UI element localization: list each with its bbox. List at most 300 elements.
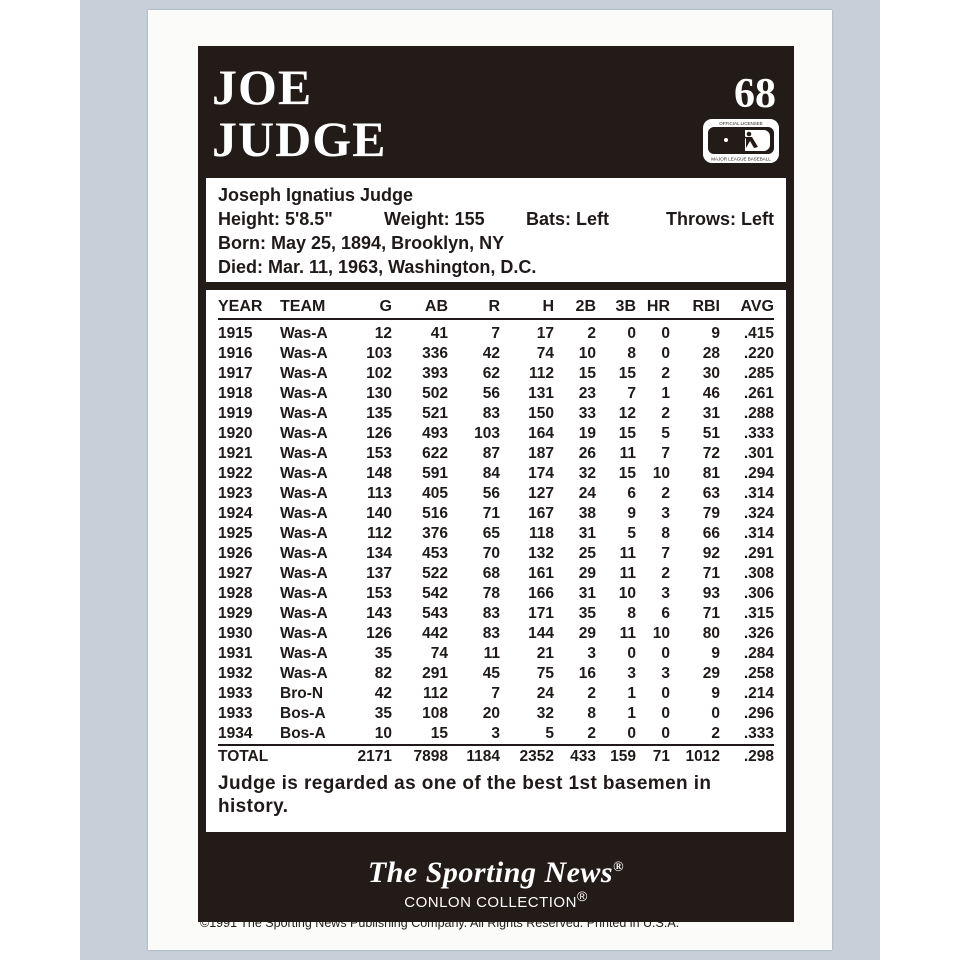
cell-year: 1918 [218,385,253,402]
cell-2b: 29 [578,625,596,642]
col-hr: HR [636,296,670,319]
cell-avg: .294 [743,465,774,482]
cell-avg: .214 [743,685,774,702]
cell-ab: 522 [422,565,448,582]
cell-ab: 493 [422,425,448,442]
cell-ab: 405 [422,485,448,502]
cell-avg: .415 [743,325,774,342]
cell-year: 1929 [218,605,253,622]
cell-3b: 1 [627,705,636,722]
stats-table [218,296,774,768]
cell-h: 17 [536,325,554,342]
cell-r: 56 [482,485,500,502]
cell-hr: 0 [661,645,670,662]
cell-g: 12 [374,325,392,342]
cell-avg: .285 [743,365,774,382]
stats-row [218,384,774,404]
cell-avg: .296 [743,705,774,722]
cell-ab: 74 [430,645,448,662]
stats-row [218,564,774,584]
cell-2b: 3 [587,645,596,662]
cell-3b: 0 [627,645,636,662]
cell-hr: 7 [661,545,670,562]
cell-team: Was-A [280,585,328,602]
cell-team: Was-A [280,545,328,562]
cell-h: 75 [536,665,554,682]
cell-r: 71 [482,505,500,522]
stats-row [218,444,774,464]
cell-team: Bos-A [280,725,326,742]
cell-hr: 0 [661,725,670,742]
cell-year: 1927 [218,565,253,582]
cell-team: Was-A [280,505,328,522]
cell-h: 171 [528,605,554,622]
cell-r: 7 [491,685,500,702]
stats-row [218,584,774,604]
cell-3b: 1 [627,685,636,702]
col-rbi: RBI [670,296,720,319]
cell-hr: 2 [661,365,670,382]
cell-avg: .261 [743,385,774,402]
cell-2b: 2 [587,325,596,342]
player-first-name: JOE [212,59,313,115]
cell-r: 70 [482,545,500,562]
stats-row [218,504,774,524]
career-note: Judge is regarded as one of the best 1st basemen in history. [218,773,712,817]
born: Born: May 25, 1894, Brooklyn, NY [218,233,505,253]
cell-h: 174 [528,465,554,482]
stats-row [218,604,774,624]
cell-year: 1916 [218,345,253,362]
cell-rbi: 71 [702,605,720,622]
cell-team: Was-A [280,385,328,402]
cell-ab: 291 [422,665,448,682]
stats-row [218,724,774,745]
cell-r: 11 [483,645,500,662]
cell-r: 83 [482,625,500,642]
cell-rbi: 9 [711,325,720,342]
cell-avg: .333 [743,725,774,742]
cell-ab: 622 [422,445,448,462]
stats-row [218,344,774,364]
brand-subtitle: CONLON COLLECTION [404,894,577,911]
cell-year: 1919 [218,405,253,422]
bio-section [206,178,786,282]
stats-header-row [218,296,774,319]
card-number: 68 [734,71,776,117]
cell-h: 24 [536,685,554,702]
brand-title: The Sporting News [367,856,614,889]
weight: Weight: 155 [384,209,485,229]
col-2b: 2B [554,296,596,319]
cell-g: 135 [366,405,392,422]
cell-2b: 24 [578,485,596,502]
cell-team: Was-A [280,525,328,542]
cell-year: 1928 [218,585,253,602]
cell-ab: 393 [422,365,448,382]
cell-ab: 376 [422,525,448,542]
stats-row [218,424,774,444]
cell-rbi: 72 [702,445,720,462]
total-hr: 71 [636,745,670,768]
cell-year: 1933 [218,705,253,722]
cell-rbi: 63 [702,485,720,502]
cell-team: Bos-A [280,705,326,722]
stats-section [206,290,786,832]
cell-avg: .333 [743,425,774,442]
cell-2b: 25 [578,545,596,562]
cell-rbi: 66 [702,525,720,542]
cell-rbi: 46 [702,385,720,402]
cell-year: 1933 [218,685,253,702]
cell-hr: 2 [661,565,670,582]
cell-h: 118 [528,525,554,542]
cell-h: 131 [528,385,554,402]
cell-rbi: 51 [702,425,720,442]
cell-avg: .326 [743,625,774,642]
cell-h: 187 [528,445,554,462]
cell-avg: .314 [743,485,774,502]
stats-row [218,664,774,684]
stats-row [218,364,774,384]
cell-hr: 5 [661,425,670,442]
cell-h: 144 [528,625,554,642]
cell-g: 137 [366,565,392,582]
cell-rbi: 92 [702,545,720,562]
cell-team: Was-A [280,625,328,642]
cell-2b: 10 [578,345,596,362]
col-r: R [448,296,500,319]
cell-g: 102 [366,365,392,382]
cell-year: 1932 [218,665,253,682]
cell-rbi: 29 [702,665,720,682]
cell-hr: 2 [661,405,670,422]
cell-year: 1925 [218,525,253,542]
cell-h: 32 [536,705,554,722]
cell-rbi: 0 [711,705,720,722]
cell-team: Was-A [280,345,328,362]
cell-ab: 502 [422,385,448,402]
cell-h: 164 [528,425,554,442]
cell-2b: 33 [578,405,596,422]
player-last-name: JUDGE [212,111,387,167]
cell-g: 82 [374,665,392,682]
stats-row [218,684,774,704]
cell-g: 113 [366,485,392,502]
stats-row [218,404,774,424]
cell-3b: 10 [618,585,636,602]
cell-h: 150 [528,405,554,422]
cell-r: 83 [482,605,500,622]
total-3b: 159 [596,745,636,768]
cell-rbi: 80 [702,625,720,642]
cell-r: 103 [474,425,500,442]
cell-rbi: 28 [702,345,720,362]
col-h: H [500,296,554,319]
full-name: Joseph Ignatius Judge [218,185,414,205]
cell-h: 5 [545,725,554,742]
cell-r: 3 [491,725,500,742]
col-team: TEAM [280,296,342,319]
stats-row [218,624,774,644]
cell-r: 83 [482,405,500,422]
bats: Bats: Left [526,209,610,229]
cell-r: 7 [491,325,500,342]
cell-ab: 336 [422,345,448,362]
cell-2b: 19 [578,425,596,442]
cell-ab: 516 [422,505,448,522]
cell-year: 1920 [218,425,253,442]
cell-year: 1926 [218,545,253,562]
cell-team: Was-A [280,365,328,382]
cell-ab: 453 [422,545,448,562]
cell-year: 1922 [218,465,253,482]
stats-row [218,524,774,544]
logo-text-bottom: MAJOR LEAGUE BASEBALL [711,156,771,162]
cell-hr: 8 [661,525,670,542]
cell-3b: 11 [619,445,636,462]
cell-r: 87 [482,445,500,462]
copyright-line: ©1991 The Sporting News Publishing Company. All Rights Reserved. Printed in U.S.A. [200,916,680,930]
cell-team: Was-A [280,565,328,582]
col-3b: 3B [596,296,636,319]
cell-avg: .291 [743,545,774,562]
cell-2b: 38 [578,505,596,522]
cell-avg: .308 [743,565,774,582]
cell-2b: 26 [578,445,596,462]
cell-year: 1915 [218,325,253,342]
cell-year: 1917 [218,365,253,382]
cell-avg: .314 [743,525,774,542]
cell-g: 140 [366,505,392,522]
cell-r: 42 [482,345,500,362]
cell-r: 20 [482,705,500,722]
registered-mark: ® [613,860,625,875]
cell-ab: 108 [422,705,448,722]
logo-text-top: OFFICIAL LICENSEE [719,121,763,126]
cell-hr: 10 [652,465,670,482]
cell-team: Was-A [280,325,328,342]
cell-h: 21 [536,645,554,662]
cell-ab: 521 [422,405,448,422]
cell-hr: 2 [661,485,670,502]
cell-ab: 542 [422,585,448,602]
cell-g: 10 [374,725,392,742]
brand-block [198,856,794,911]
cell-year: 1934 [218,725,253,742]
cell-r: 84 [482,465,500,482]
cell-hr: 0 [661,325,670,342]
cell-3b: 8 [627,345,636,362]
cell-year: 1924 [218,505,253,522]
cell-year: 1921 [218,445,253,462]
cell-3b: 8 [627,605,636,622]
cell-rbi: 9 [711,685,720,702]
cell-g: 153 [366,585,392,602]
cell-2b: 8 [587,705,596,722]
cell-g: 143 [366,605,392,622]
card-panel [198,46,794,922]
cell-ab: 543 [422,605,448,622]
cell-team: Was-A [280,405,328,422]
cell-avg: .315 [743,605,774,622]
cell-team: Was-A [280,425,328,442]
cell-avg: .258 [743,665,774,682]
cell-h: 161 [528,565,554,582]
cell-hr: 3 [661,505,670,522]
cell-rbi: 93 [702,585,720,602]
cell-3b: 15 [618,465,636,482]
cell-g: 35 [374,645,392,662]
stats-row [218,464,774,484]
total-r: 1184 [448,745,500,768]
cell-g: 112 [366,525,392,542]
cell-rbi: 79 [702,505,720,522]
cell-team: Bro-N [280,685,324,702]
cell-3b: 12 [618,405,636,422]
cell-team: Was-A [280,605,328,622]
cell-hr: 3 [661,585,670,602]
cell-r: 68 [482,565,500,582]
cell-2b: 29 [578,565,596,582]
cell-avg: .306 [743,585,774,602]
stats-row [218,644,774,664]
cell-2b: 31 [578,585,596,602]
cell-2b: 31 [578,525,596,542]
cell-rbi: 30 [702,365,720,382]
cell-ab: 591 [422,465,448,482]
cell-year: 1931 [218,645,253,662]
cell-team: Was-A [280,645,328,662]
throws: Throws: Left [666,209,774,229]
cell-2b: 2 [587,725,596,742]
cell-team: Was-A [280,445,328,462]
cell-3b: 3 [627,665,636,682]
cell-3b: 11 [619,625,636,642]
cell-2b: 16 [578,665,596,682]
cell-hr: 10 [652,625,670,642]
cell-hr: 0 [661,705,670,722]
cell-r: 78 [482,585,500,602]
baseball-card-back [148,10,832,950]
stats-row [218,319,774,344]
cell-r: 65 [482,525,500,542]
stats-row [218,484,774,504]
total-ab: 7898 [392,745,448,768]
cell-g: 126 [366,625,392,642]
cell-rbi: 31 [702,405,720,422]
died: Died: Mar. 11, 1963, Washington, D.C. [218,257,537,277]
cell-g: 134 [366,545,392,562]
registered-mark-2: ® [576,888,588,904]
total-rbi: 1012 [670,745,720,768]
cell-team: Was-A [280,485,328,502]
cell-g: 103 [366,345,392,362]
total-avg: .298 [720,745,774,768]
cell-ab: 112 [422,685,448,702]
cell-ab: 15 [430,725,448,742]
cell-h: 166 [528,585,554,602]
cell-hr: 0 [661,685,670,702]
cell-h: 127 [528,485,554,502]
cell-2b: 35 [578,605,596,622]
cell-hr: 7 [661,445,670,462]
cell-avg: .220 [743,345,774,362]
total-label: TOTAL [218,745,280,768]
cell-g: 153 [366,445,392,462]
col-g: G [342,296,392,319]
total-2b: 433 [554,745,596,768]
mlb-logo-icon [702,118,780,164]
cell-2b: 23 [578,385,596,402]
cell-hr: 1 [661,385,670,402]
cell-3b: 0 [627,325,636,342]
col-ab: AB [392,296,448,319]
stats-row [218,704,774,724]
cell-3b: 0 [627,725,636,742]
cell-g: 35 [374,705,392,722]
cell-avg: .284 [743,645,774,662]
col-year: YEAR [218,296,280,319]
cell-3b: 15 [618,365,636,382]
cell-h: 112 [528,365,554,382]
stats-row [218,544,774,564]
cell-year: 1923 [218,485,253,502]
cell-3b: 7 [627,385,636,402]
cell-avg: .288 [743,405,774,422]
cell-rbi: 2 [711,725,720,742]
cell-3b: 11 [619,565,636,582]
cell-r: 62 [482,365,500,382]
cell-g: 42 [374,685,392,702]
stats-total-row [218,745,774,768]
cell-team: Was-A [280,665,328,682]
cell-3b: 15 [618,425,636,442]
cell-h: 132 [528,545,554,562]
cell-avg: .301 [743,445,774,462]
cell-team: Was-A [280,465,328,482]
cell-hr: 6 [661,605,670,622]
cell-h: 167 [528,505,554,522]
cell-year: 1930 [218,625,253,642]
cell-g: 126 [366,425,392,442]
cell-3b: 11 [619,545,636,562]
cell-hr: 0 [661,345,670,362]
total-team [280,745,342,768]
cell-g: 130 [366,385,392,402]
cell-ab: 41 [430,325,448,342]
cell-2b: 2 [587,685,596,702]
col-avg: AVG [720,296,774,319]
cell-ab: 442 [422,625,448,642]
cell-r: 56 [482,385,500,402]
cell-3b: 5 [627,525,636,542]
total-h: 2352 [500,745,554,768]
cell-h: 74 [536,345,554,362]
cell-2b: 15 [578,365,596,382]
cell-rbi: 81 [702,465,720,482]
cell-g: 148 [366,465,392,482]
cell-2b: 32 [578,465,596,482]
cell-rbi: 71 [702,565,720,582]
cell-3b: 9 [627,505,636,522]
total-g: 2171 [342,745,392,768]
cell-r: 45 [482,665,500,682]
cell-rbi: 9 [711,645,720,662]
height: Height: 5'8.5" [218,209,333,229]
cell-avg: .324 [743,505,774,522]
cell-3b: 6 [627,485,636,502]
